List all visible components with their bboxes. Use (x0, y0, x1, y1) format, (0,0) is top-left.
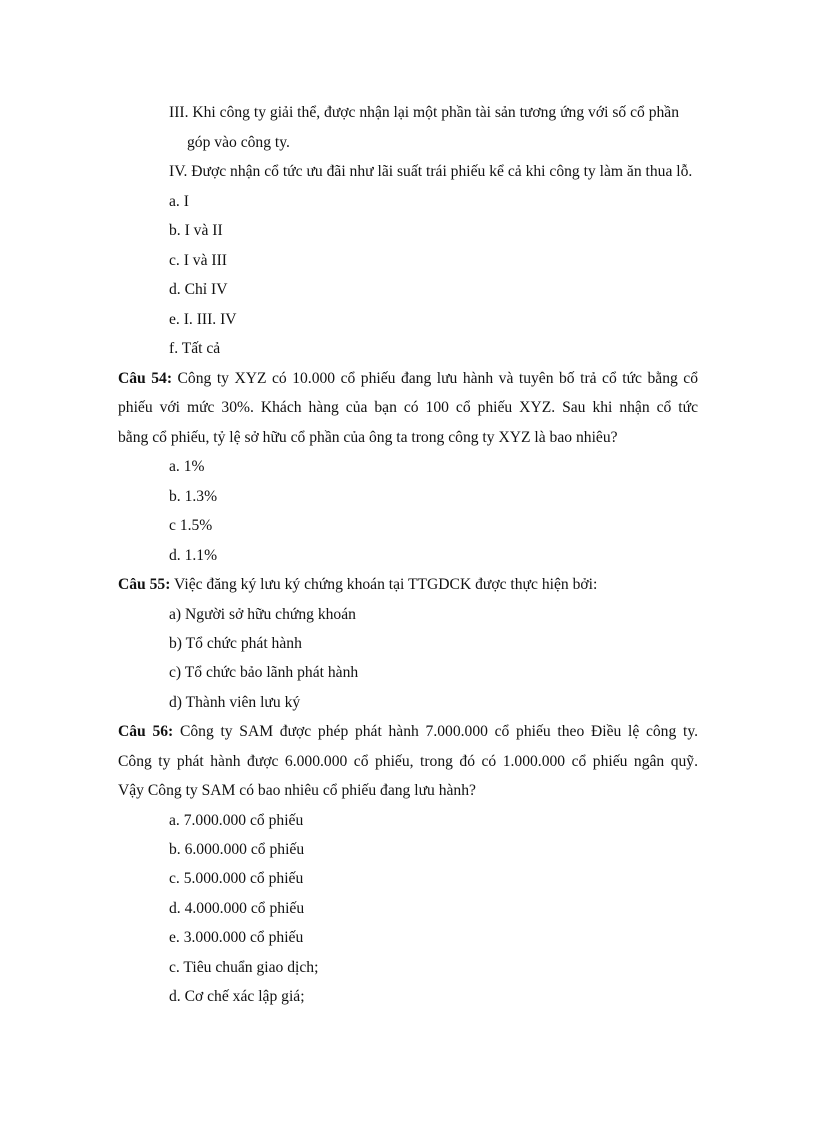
q56-label: Câu 56: (118, 723, 174, 740)
q54-option-c: c 1.5% (169, 517, 213, 534)
q54-option-d: d. 1.1% (169, 547, 218, 564)
q55-text-1: Việc đăng ký lưu ký chứng khoán tại TTGDCK được thực hiện bởi: (170, 576, 598, 593)
item-iii-line2: góp vào công ty. (187, 134, 290, 151)
q56-option-e: e. 3.000.000 cổ phiếu (169, 929, 304, 946)
intro-option-d: d. Chỉ IV (169, 281, 228, 298)
q56-option-a: a. 7.000.000 cổ phiếu (169, 812, 304, 829)
q54-label: Câu 54: (118, 370, 173, 387)
intro-option-e: e. I. III. IV (169, 311, 237, 328)
q55-option-d: d) Thành viên lưu ký (169, 694, 301, 711)
q56-line1 (118, 722, 698, 742)
q55-option-a: a) Người sở hữu chứng khoán (169, 606, 356, 623)
q54-line3: bằng cổ phiếu, tỷ lệ sở hữu cổ phần của ông ta trong công ty XYZ là bao nhiêu? (118, 429, 618, 446)
q54-text-1: Công ty XYZ có 10.000 cổ phiếu đang lưu hành và tuyên bố trả cổ tức bằng cổ (172, 370, 699, 387)
q54-line2: phiếu với mức 30%. Khách hàng của bạn có 100 cổ phiếu XYZ. Sau khi nhận cổ tức (118, 399, 698, 416)
intro-option-a: a. I (169, 193, 189, 210)
q56-option-c: c. 5.000.000 cổ phiếu (169, 870, 304, 887)
q54-option-a: a. 1% (169, 458, 205, 475)
item-iii-line1: III. Khi công ty giải thể, được nhận lại một phần tài sản tương ứng với số cổ phần (169, 104, 680, 121)
q55-label: Câu 55: (118, 576, 171, 593)
q56-option-d: d. 4.000.000 cổ phiếu (169, 900, 305, 917)
intro-option-c: c. I và III (169, 252, 228, 269)
q55-line1 (118, 575, 597, 595)
q54-option-b: b. 1.3% (169, 488, 218, 505)
intro-option-f: f. Tất cả (169, 340, 221, 357)
q56-text-1: Công ty SAM được phép phát hành 7.000.000 cổ phiếu theo Điều lệ công ty. (173, 723, 698, 740)
q56-line3: Vậy Công ty SAM có bao nhiêu cổ phiếu đang lưu hành? (118, 782, 476, 799)
q56-option-b: b. 6.000.000 cổ phiếu (169, 841, 305, 858)
q54-line1 (118, 369, 698, 389)
q55-option-c: c) Tổ chức bảo lãnh phát hành (169, 664, 359, 681)
item-iv: IV. Được nhận cổ tức ưu đãi như lãi suất trái phiếu kể cả khi công ty làm ăn thua lỗ. (169, 163, 693, 180)
intro-option-b: b. I và II (169, 222, 223, 239)
q56-line2: Công ty phát hành được 6.000.000 cổ phiếu, trong đó có 1.000.000 cổ phiếu ngân quỹ. (118, 753, 698, 770)
trailing-line-1: c. Tiêu chuẩn giao dịch; (169, 959, 319, 976)
trailing-line-2: d. Cơ chế xác lập giá; (169, 988, 305, 1005)
q55-option-b: b) Tổ chức phát hành (169, 635, 302, 652)
